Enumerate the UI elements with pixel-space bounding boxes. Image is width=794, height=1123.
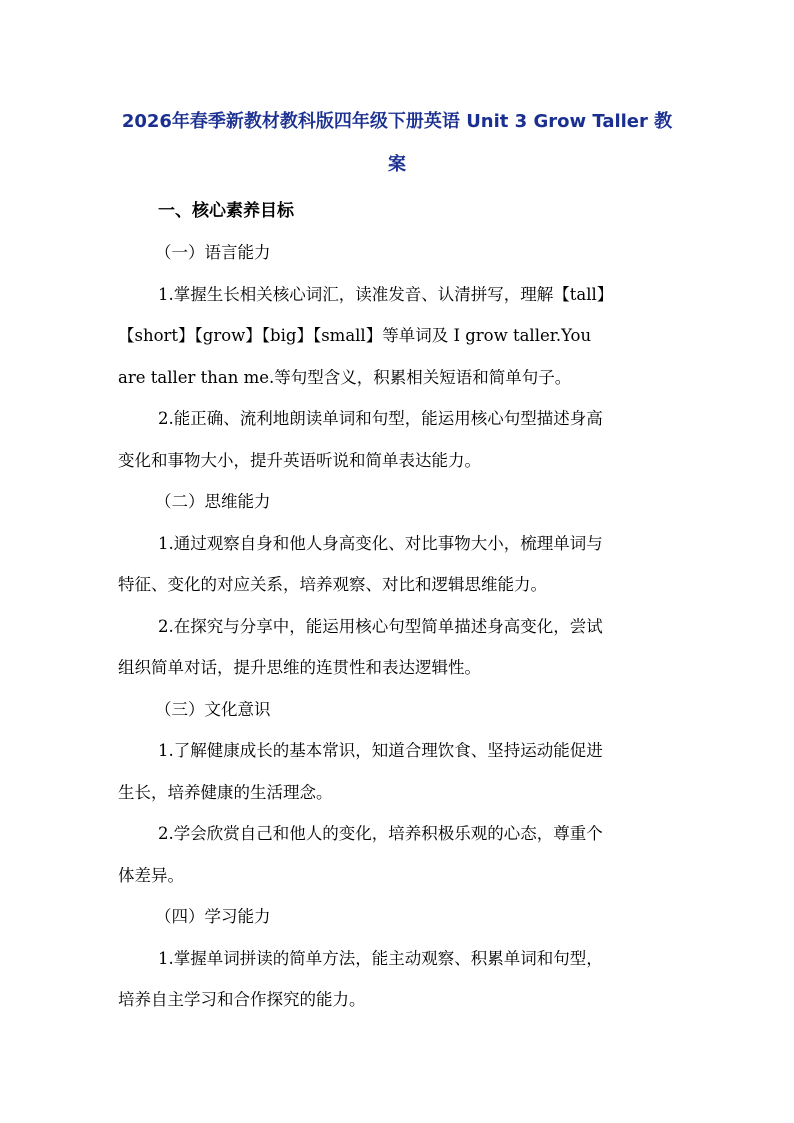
paragraph-line: 2.在探究与分享中，能运用核心句型简单描述身高变化，尝试 (158, 617, 603, 636)
paragraph-line: 2.能正确、流利地朗读单词和句型，能运用核心句型描述身高 (158, 409, 603, 428)
subheading-learning-ability: （四）学习能力 (155, 907, 271, 926)
paragraph-line: are taller than me.等句型含义，积累相关短语和简单句子。 (118, 368, 572, 387)
subheading-language-ability: （一）语言能力 (155, 243, 271, 262)
subheading-cultural-awareness: （三）文化意识 (155, 700, 271, 719)
paragraph-line: 生长，培养健康的生活理念。 (118, 783, 333, 802)
document-title-line-2: 案 (388, 154, 406, 175)
paragraph-line: 2.学会欣赏自己和他人的变化，培养积极乐观的心态，尊重个 (158, 824, 603, 843)
paragraph-line: 体差异。 (118, 866, 184, 885)
paragraph-line: 培养自主学习和合作探究的能力。 (118, 990, 366, 1009)
paragraph-line: 特征、变化的对应关系，培养观察、对比和逻辑思维能力。 (118, 575, 547, 594)
paragraph-line: 组织简单对话，提升思维的连贯性和表达逻辑性。 (118, 658, 481, 677)
paragraph-line: 1.掌握生长相关核心词汇，读准发音、认清拼写，理解【tall】 (158, 285, 614, 304)
document-title-line-1: 2026年春季新教材教科版四年级下册英语 Unit 3 Grow Taller 教 (121, 111, 673, 132)
paragraph-line: 【short】【grow】【big】【small】等单词及 I grow taller.You (118, 326, 592, 345)
paragraph-line: 1.掌握单词拼读的简单方法，能主动观察、积累单词和句型， (158, 949, 603, 968)
paragraph-line: 1.了解健康成长的基本常识，知道合理饮食、坚持运动能促进 (158, 741, 603, 760)
paragraph-line: 变化和事物大小，提升英语听说和简单表达能力。 (118, 451, 481, 470)
paragraph-line: 1.通过观察自身和他人身高变化、对比事物大小，梳理单词与 (158, 534, 603, 553)
subheading-thinking-ability: （二）思维能力 (155, 492, 271, 511)
section-heading-core-goals: 一、核心素养目标 (158, 201, 294, 221)
